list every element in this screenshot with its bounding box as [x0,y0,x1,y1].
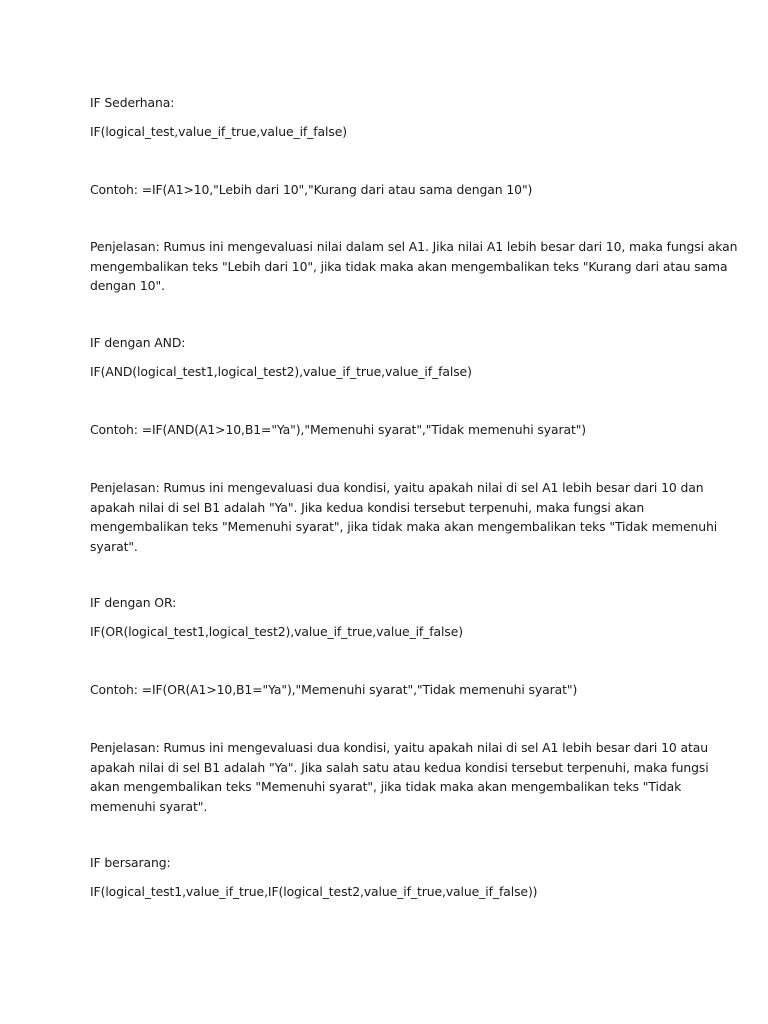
explanation-line: mengembalikan teks "Memenuhi syarat", jika tidak maka akan mengembalikan teks "Tidak memenuhi [90,519,718,534]
explanation-paragraph [90,738,709,816]
explanation-paragraph [90,478,718,556]
example-line: Contoh: =IF(OR(A1>10,B1="Ya"),"Memenuhi syarat","Tidak memenuhi syarat") [90,682,578,697]
explanation-line: apakah nilai di sel B1 adalah "Ya". Jika kedua kondisi tersebut terpenuhi, maka fungsi akan [90,499,645,515]
syntax-line: IF(logical_test,value_if_true,value_if_false) [90,124,347,139]
section-heading: IF bersarang: [90,855,171,870]
explanation-line: Penjelasan: Rumus ini mengevaluasi dua kondisi, yaitu apakah nilai di sel A1 lebih besar dari 10 atau [90,740,709,755]
explanation-line: mengembalikan teks "Lebih dari 10", jika tidak maka akan mengembalikan teks "Kurang dari atau sama [90,258,728,274]
explanation-line: memenuhi syarat". [90,798,208,814]
example-line: Contoh: =IF(A1>10,"Lebih dari 10","Kurang dari atau sama dengan 10") [90,182,533,197]
example-line: Contoh: =IF(AND(A1>10,B1="Ya"),"Memenuhi syarat","Tidak memenuhi syarat") [90,422,587,437]
section-heading: IF dengan OR: [90,595,177,610]
explanation-line: akan mengembalikan teks "Memenuhi syarat", jika tidak maka akan mengembalikan teks "Tidak [90,779,682,794]
section-heading: IF Sederhana: [90,95,175,110]
syntax-line: IF(AND(logical_test1,logical_test2),value_if_true,value_if_false) [90,364,472,379]
syntax-line: IF(OR(logical_test1,logical_test2),value_if_true,value_if_false) [90,624,463,639]
explanation-line: syarat". [90,538,138,554]
explanation-line: apakah nilai di sel B1 adalah "Ya". Jika salah satu atau kedua kondisi tersebut terpenuhi, maka fungsi [90,759,709,775]
syntax-line: IF(logical_test1,value_if_true,IF(logical_test2,value_if_true,value_if_false)) [90,884,538,899]
explanation-line: Penjelasan: Rumus ini mengevaluasi dua kondisi, yaitu apakah nilai di sel A1 lebih besar dari 10 dan [90,480,704,495]
explanation-line: dengan 10". [90,278,165,293]
explanation-line: Penjelasan: Rumus ini mengevaluasi nilai dalam sel A1. Jika nilai A1 lebih besar dari 10, maka fungsi akan [90,239,738,254]
explanation-paragraph [90,237,738,296]
section-heading: IF dengan AND: [90,335,186,350]
